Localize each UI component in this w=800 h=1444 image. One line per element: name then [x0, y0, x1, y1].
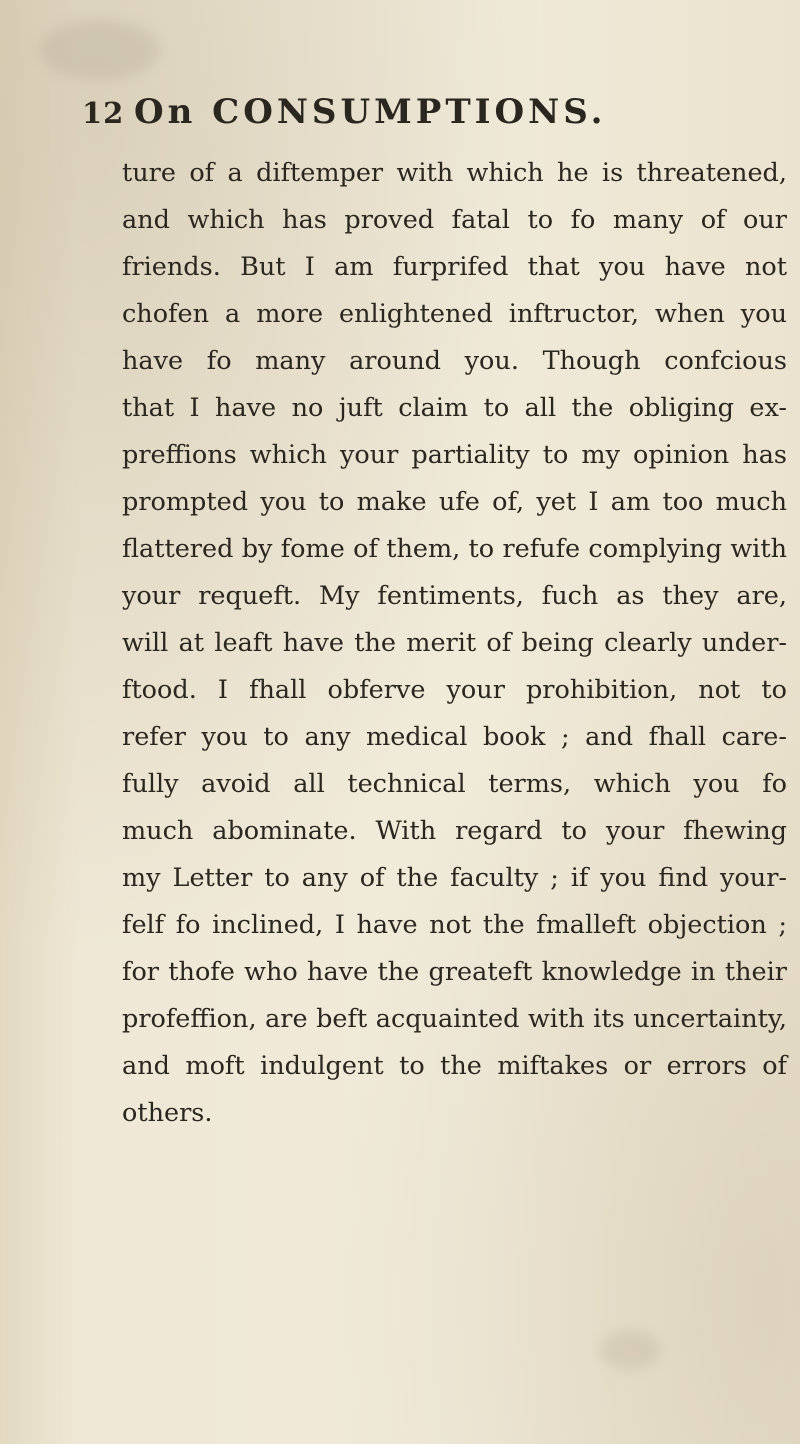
- text-line: felf fo inclined, I have not the fmalleft objection ;: [122, 910, 787, 940]
- paper-stain: [600, 1330, 660, 1370]
- paper-stain: [40, 20, 160, 80]
- text-line: fully avoid all technical terms, which you fo: [122, 769, 787, 799]
- page-header: [82, 92, 762, 142]
- text-line: ftood. I fhall obferve your prohibition, not to: [122, 675, 787, 705]
- text-line: much abominate. With regard to your fhewing: [122, 816, 787, 846]
- text-line: flattered by fome of them, to refufe complying with: [122, 534, 787, 564]
- text-line: my Letter to any of the faculty ; if you find your-: [122, 863, 787, 893]
- body-text: [122, 150, 787, 1137]
- text-line: profeffion, are beft acquainted with its uncertainty,: [122, 1004, 787, 1034]
- text-line: others.: [122, 1098, 213, 1128]
- text-line: will at leaft have the merit of being clearly under-: [122, 628, 787, 658]
- running-head: On CONSUMPTIONS.: [134, 92, 607, 132]
- text-line: have fo many around you. Though confcious: [122, 346, 787, 376]
- page-number: 12: [82, 96, 125, 130]
- text-line: that I have no juft claim to all the obliging ex-: [122, 393, 787, 423]
- text-line: ture of a diftemper with which he is threatened,: [122, 158, 787, 188]
- text-line: your requeft. My fentiments, fuch as they are,: [122, 581, 787, 611]
- text-line: and moft indulgent to the miftakes or errors of: [122, 1051, 787, 1081]
- text-line: refer you to any medical book ; and fhall care-: [122, 722, 787, 752]
- text-line: for thofe who have the greateft knowledge in their: [122, 957, 787, 987]
- text-line: preffions which your partiality to my opinion has: [122, 440, 787, 470]
- text-line: friends. But I am furprifed that you have not: [122, 252, 787, 282]
- text-line: chofen a more enlightened inftructor, when you: [122, 299, 787, 329]
- text-line: prompted you to make ufe of, yet I am too much: [122, 487, 787, 517]
- text-line: and which has proved fatal to fo many of our: [122, 205, 787, 235]
